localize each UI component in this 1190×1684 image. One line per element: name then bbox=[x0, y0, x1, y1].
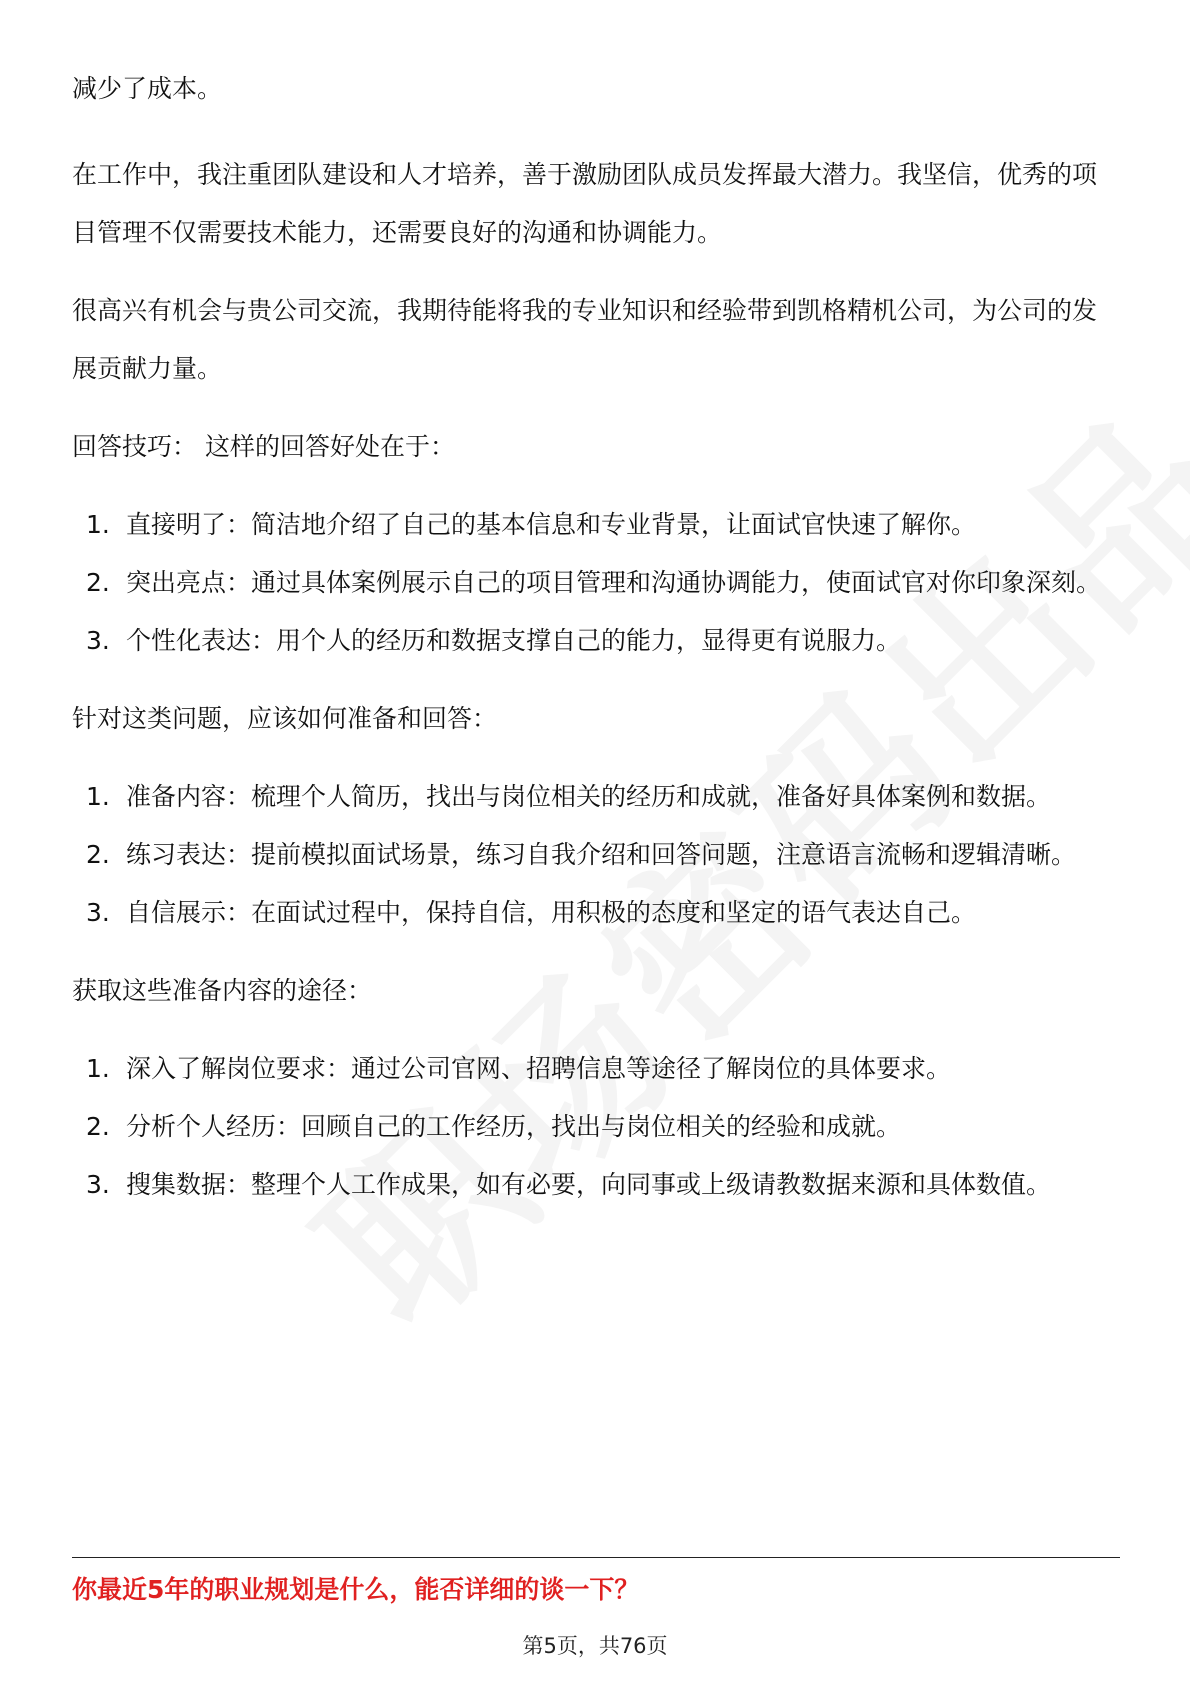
list-number: 3. bbox=[86, 898, 110, 927]
tips-list bbox=[72, 496, 1120, 670]
list-number: 3. bbox=[86, 626, 110, 655]
list-item bbox=[72, 554, 1120, 612]
list-item bbox=[72, 1040, 1120, 1098]
section-divider bbox=[72, 1557, 1120, 1558]
list-item bbox=[72, 826, 1120, 884]
list-number: 1. bbox=[86, 510, 110, 539]
list-item bbox=[72, 884, 1120, 942]
list-text: 突出亮点：通过具体案例展示自己的项目管理和沟通协调能力，使面试官对你印象深刻。 bbox=[126, 568, 1102, 597]
list-text: 准备内容：梳理个人简历，找出与岗位相关的经历和成就，准备好具体案例和数据。 bbox=[126, 782, 1052, 811]
list-number: 3. bbox=[86, 1170, 110, 1199]
list-text: 直接明了：简洁地介绍了自己的基本信息和专业背景，让面试官快速了解你。 bbox=[126, 510, 977, 539]
list-number: 2. bbox=[86, 568, 110, 597]
next-question-heading: 你最近5年的职业规划是什么，能否详细的谈一下？ bbox=[72, 1575, 640, 1604]
list-text: 分析个人经历：回顾自己的工作经历，找出与岗位相关的经验和成就。 bbox=[126, 1112, 902, 1141]
paragraph-cost: 减少了成本。 bbox=[72, 74, 223, 103]
page-number: 第5页，共76页 bbox=[522, 1634, 668, 1658]
prep-list bbox=[72, 768, 1120, 942]
list-text: 个性化表达：用个人的经历和数据支撑自己的能力，显得更有说服力。 bbox=[126, 626, 902, 655]
tips-heading: 回答技巧： 这样的回答好处在于： bbox=[72, 432, 455, 461]
paragraph-closing: 很高兴有机会与贵公司交流，我期待能将我的专业知识和经验带到凯格精机公司，为公司的发展贡献力量。 bbox=[72, 296, 1098, 383]
list-number: 1. bbox=[86, 1054, 110, 1083]
list-item bbox=[72, 1156, 1120, 1214]
list-text: 深入了解岗位要求：通过公司官网、招聘信息等途径了解岗位的具体要求。 bbox=[126, 1054, 952, 1083]
paragraph-teamwork: 在工作中，我注重团队建设和人才培养，善于激励团队成员发挥最大潜力。我坚信，优秀的项目管理不仅需要技术能力，还需要良好的沟通和协调能力。 bbox=[72, 160, 1098, 247]
list-number: 2. bbox=[86, 1112, 110, 1141]
list-text: 搜集数据：整理个人工作成果，如有必要，向同事或上级请教数据来源和具体数值。 bbox=[126, 1170, 1052, 1199]
list-number: 2. bbox=[86, 840, 110, 869]
source-heading: 获取这些准备内容的途径： bbox=[72, 976, 373, 1005]
prep-heading: 针对这类问题，应该如何准备和回答： bbox=[72, 704, 498, 733]
list-item bbox=[72, 1098, 1120, 1156]
page-content bbox=[72, 60, 1120, 1214]
list-item bbox=[72, 768, 1120, 826]
list-item bbox=[72, 496, 1120, 554]
sources-list bbox=[72, 1040, 1120, 1214]
list-text: 练习表达：提前模拟面试场景，练习自我介绍和回答问题，注意语言流畅和逻辑清晰。 bbox=[126, 840, 1077, 869]
list-number: 1. bbox=[86, 782, 110, 811]
list-item bbox=[72, 612, 1120, 670]
list-text: 自信展示：在面试过程中，保持自信，用积极的态度和坚定的语气表达自己。 bbox=[126, 898, 977, 927]
